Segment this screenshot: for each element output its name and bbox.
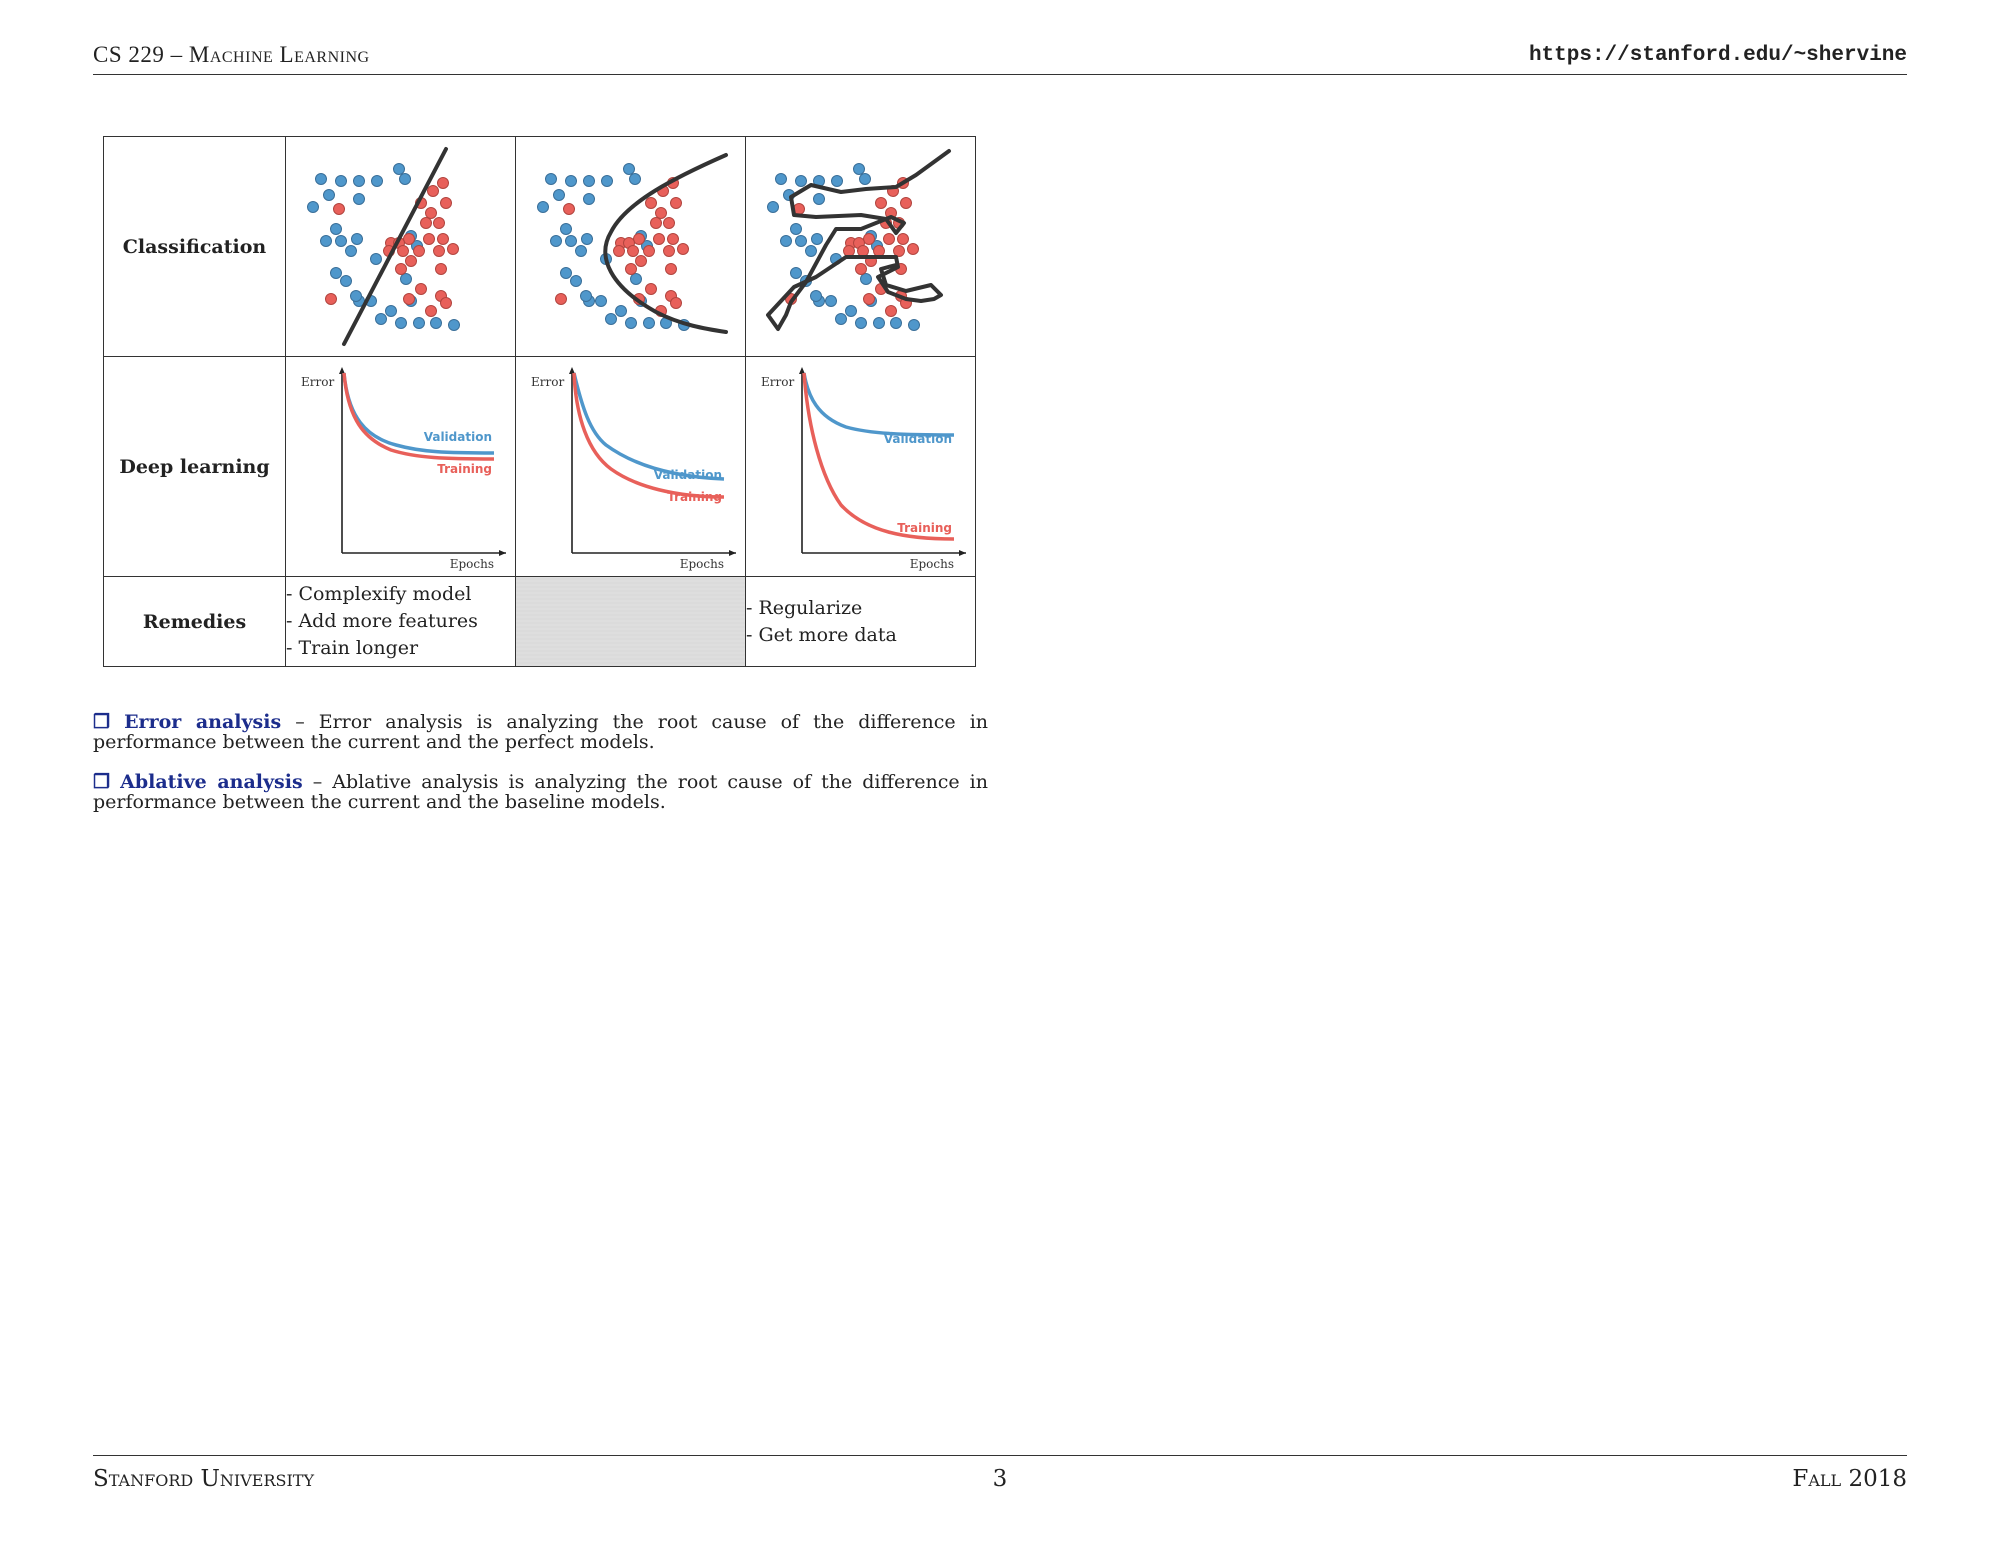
red-point [564,204,575,215]
blue-point [561,224,572,235]
red-point [858,246,869,257]
red-point [614,246,625,257]
x-axis-label: Epochs [909,557,954,571]
blue-point [582,234,593,245]
blue-point [812,234,823,245]
blue-point [554,190,565,201]
blue-point [401,274,412,285]
blue-point [394,164,405,175]
classification-underfit-figure [286,137,515,356]
red-point [671,198,682,209]
page-footer [93,1455,1907,1492]
blue-point [581,291,592,302]
classification-underfit [286,137,516,357]
blue-point [832,176,843,187]
course-title: CS 229 – Machine Learning [93,42,370,67]
blue-point [538,202,549,213]
learning-curve-underfit-figure [286,357,515,576]
red-point [908,244,919,255]
blue-point [571,276,582,287]
row-label-classification: Classification [104,137,286,357]
ablative-analysis-paragraph [93,772,988,812]
red-point [636,256,647,267]
red-point [664,246,675,257]
learning-curve-overfit-figure [746,357,975,576]
blue-point [796,176,807,187]
blue-point [431,318,442,329]
x-axis-arrow [729,550,736,556]
fit-comparison-table [103,136,976,667]
blue-point [576,246,587,257]
blue-point [336,176,347,187]
red-point [404,234,415,245]
learning-curve-underfit [286,357,516,577]
red-point [434,246,445,257]
footer-university: Stanford University [93,1466,315,1492]
remedy-item: - Get more data [746,623,897,646]
blue-point [336,236,347,247]
blue-point [331,224,342,235]
blue-point [308,202,319,213]
blue-point [561,268,572,279]
red-point [424,234,435,245]
blue-point [566,236,577,247]
y-axis-label: Error [761,375,795,389]
blue-point [584,194,595,205]
blue-point [584,176,595,187]
blue-point [644,318,655,329]
red-point [901,198,912,209]
training-legend-label: Training [437,462,492,476]
blue-point [796,236,807,247]
blue-point [776,174,787,185]
red-point [448,244,459,255]
red-point [428,186,439,197]
blue-point [806,246,817,257]
validation-legend-label: Validation [423,430,492,444]
checkbox-icon: ❒ [93,771,111,793]
blue-point [354,176,365,187]
red-point [644,246,655,257]
blue-point [414,318,425,329]
x-axis-label: Epochs [449,557,494,571]
blue-point [449,320,460,331]
footer-term: Fall 2018 [1792,1466,1907,1492]
blue-point [346,246,357,257]
red-point [634,234,645,245]
classification-overfit-figure [746,137,975,356]
validation-curve [574,373,724,479]
page-number: 3 [992,1466,1008,1492]
ablative-analysis-text: – Ablative analysis is analyzing the root cause of the difference in performance between the current and the baseline models. [93,771,988,813]
red-point [414,246,425,257]
remedies-underfit [286,577,516,667]
red-point [556,294,567,305]
blue-point [791,224,802,235]
blue-point [836,314,847,325]
blue-point [316,174,327,185]
blue-point [354,194,365,205]
red-point [898,234,909,245]
blue-point [324,190,335,201]
red-point [416,284,427,295]
blue-point [846,306,857,317]
y-axis-arrow [569,367,575,374]
blue-point [616,306,627,317]
validation-curve [804,373,954,435]
blue-point [372,176,383,187]
red-point [664,218,675,229]
red-point [884,234,895,245]
learning-curve-goodfit [516,357,746,577]
blue-point [602,176,613,187]
blue-point [624,164,635,175]
blue-point [352,234,363,245]
row-label-deep-learning: Deep learning [104,357,286,577]
red-point [651,218,662,229]
remedy-item: - Regularize [746,596,863,619]
remedy-item: - Complexify model [286,583,472,605]
red-point [646,198,657,209]
red-point [876,198,887,209]
blue-point [856,318,867,329]
training-legend-label: Training [667,490,722,504]
blue-point [331,268,342,279]
red-point [334,204,345,215]
blue-point [814,194,825,205]
red-point [426,208,437,219]
blue-point [861,274,872,285]
blue-point [551,236,562,247]
training-curve [804,373,954,539]
blue-point [860,174,871,185]
red-point [864,294,875,305]
blue-point [891,318,902,329]
red-point [626,264,637,275]
blue-point [768,202,779,213]
blue-point [781,236,792,247]
red-point [666,264,677,275]
blue-point [566,176,577,187]
blue-point [400,174,411,185]
red-point [844,246,855,257]
blue-point [826,296,837,307]
red-point [856,264,867,275]
blue-point [630,174,641,185]
remedy-item: - Train longer [286,637,419,659]
validation-legend-label: Validation [653,468,722,482]
x-axis-label: Epochs [679,557,724,571]
error-analysis-paragraph [93,712,988,752]
blue-point [606,314,617,325]
learning-curve-overfit [746,357,976,577]
blue-point [376,314,387,325]
error-analysis-term: Error analysis [124,711,282,733]
blue-point [596,296,607,307]
y-axis-label: Error [301,375,335,389]
blue-point [909,320,920,331]
blue-point [321,236,332,247]
red-point [646,284,657,295]
red-point [668,234,679,245]
blue-point [351,291,362,302]
red-point [398,246,409,257]
classification-goodfit-figure [516,137,745,356]
red-point [438,178,449,189]
red-point [678,244,689,255]
ablative-analysis-term: Ablative analysis [120,771,303,793]
red-point [441,198,452,209]
training-legend-label: Training [897,521,952,535]
blue-point [854,164,865,175]
blue-point [874,318,885,329]
red-point [874,246,885,257]
y-axis-arrow [339,367,345,374]
blue-point [626,318,637,329]
red-point [326,294,337,305]
red-point [441,298,452,309]
red-point [426,306,437,317]
remedies-goodfit-empty [516,577,746,667]
red-point [671,298,682,309]
red-point [886,306,897,317]
red-point [654,234,665,245]
y-axis-label: Error [531,375,565,389]
classification-overfit [746,137,976,357]
red-point [628,246,639,257]
remedies-overfit [746,577,976,667]
checkbox-icon: ❒ [93,711,111,733]
red-point [656,208,667,219]
blue-point [396,318,407,329]
blue-point [791,268,802,279]
header-url[interactable]: https://stanford.edu/~shervine [1528,44,1907,67]
red-point [406,256,417,267]
red-point [438,234,449,245]
classification-goodfit [516,137,746,357]
red-point [434,218,445,229]
row-label-remedies: Remedies [104,577,286,667]
page-header [93,42,1907,75]
red-point [421,218,432,229]
x-axis-arrow [499,550,506,556]
blue-point [371,254,382,265]
validation-legend-label: Validation [883,432,952,446]
blue-point [811,291,822,302]
blue-point [546,174,557,185]
blue-point [631,274,642,285]
learning-curve-goodfit-figure [516,357,745,576]
red-point [396,264,407,275]
red-point [436,264,447,275]
x-axis-arrow [959,550,966,556]
y-axis-arrow [799,367,805,374]
error-analysis-text: – Error analysis is analyzing the root cause of the difference in performance between the current and the perfect models. [93,711,989,753]
training-curve [344,373,494,459]
red-point [894,246,905,257]
red-point [404,294,415,305]
remedy-item: - Add more features [286,610,478,632]
blue-point [341,276,352,287]
blue-point [386,306,397,317]
red-point [864,234,875,245]
